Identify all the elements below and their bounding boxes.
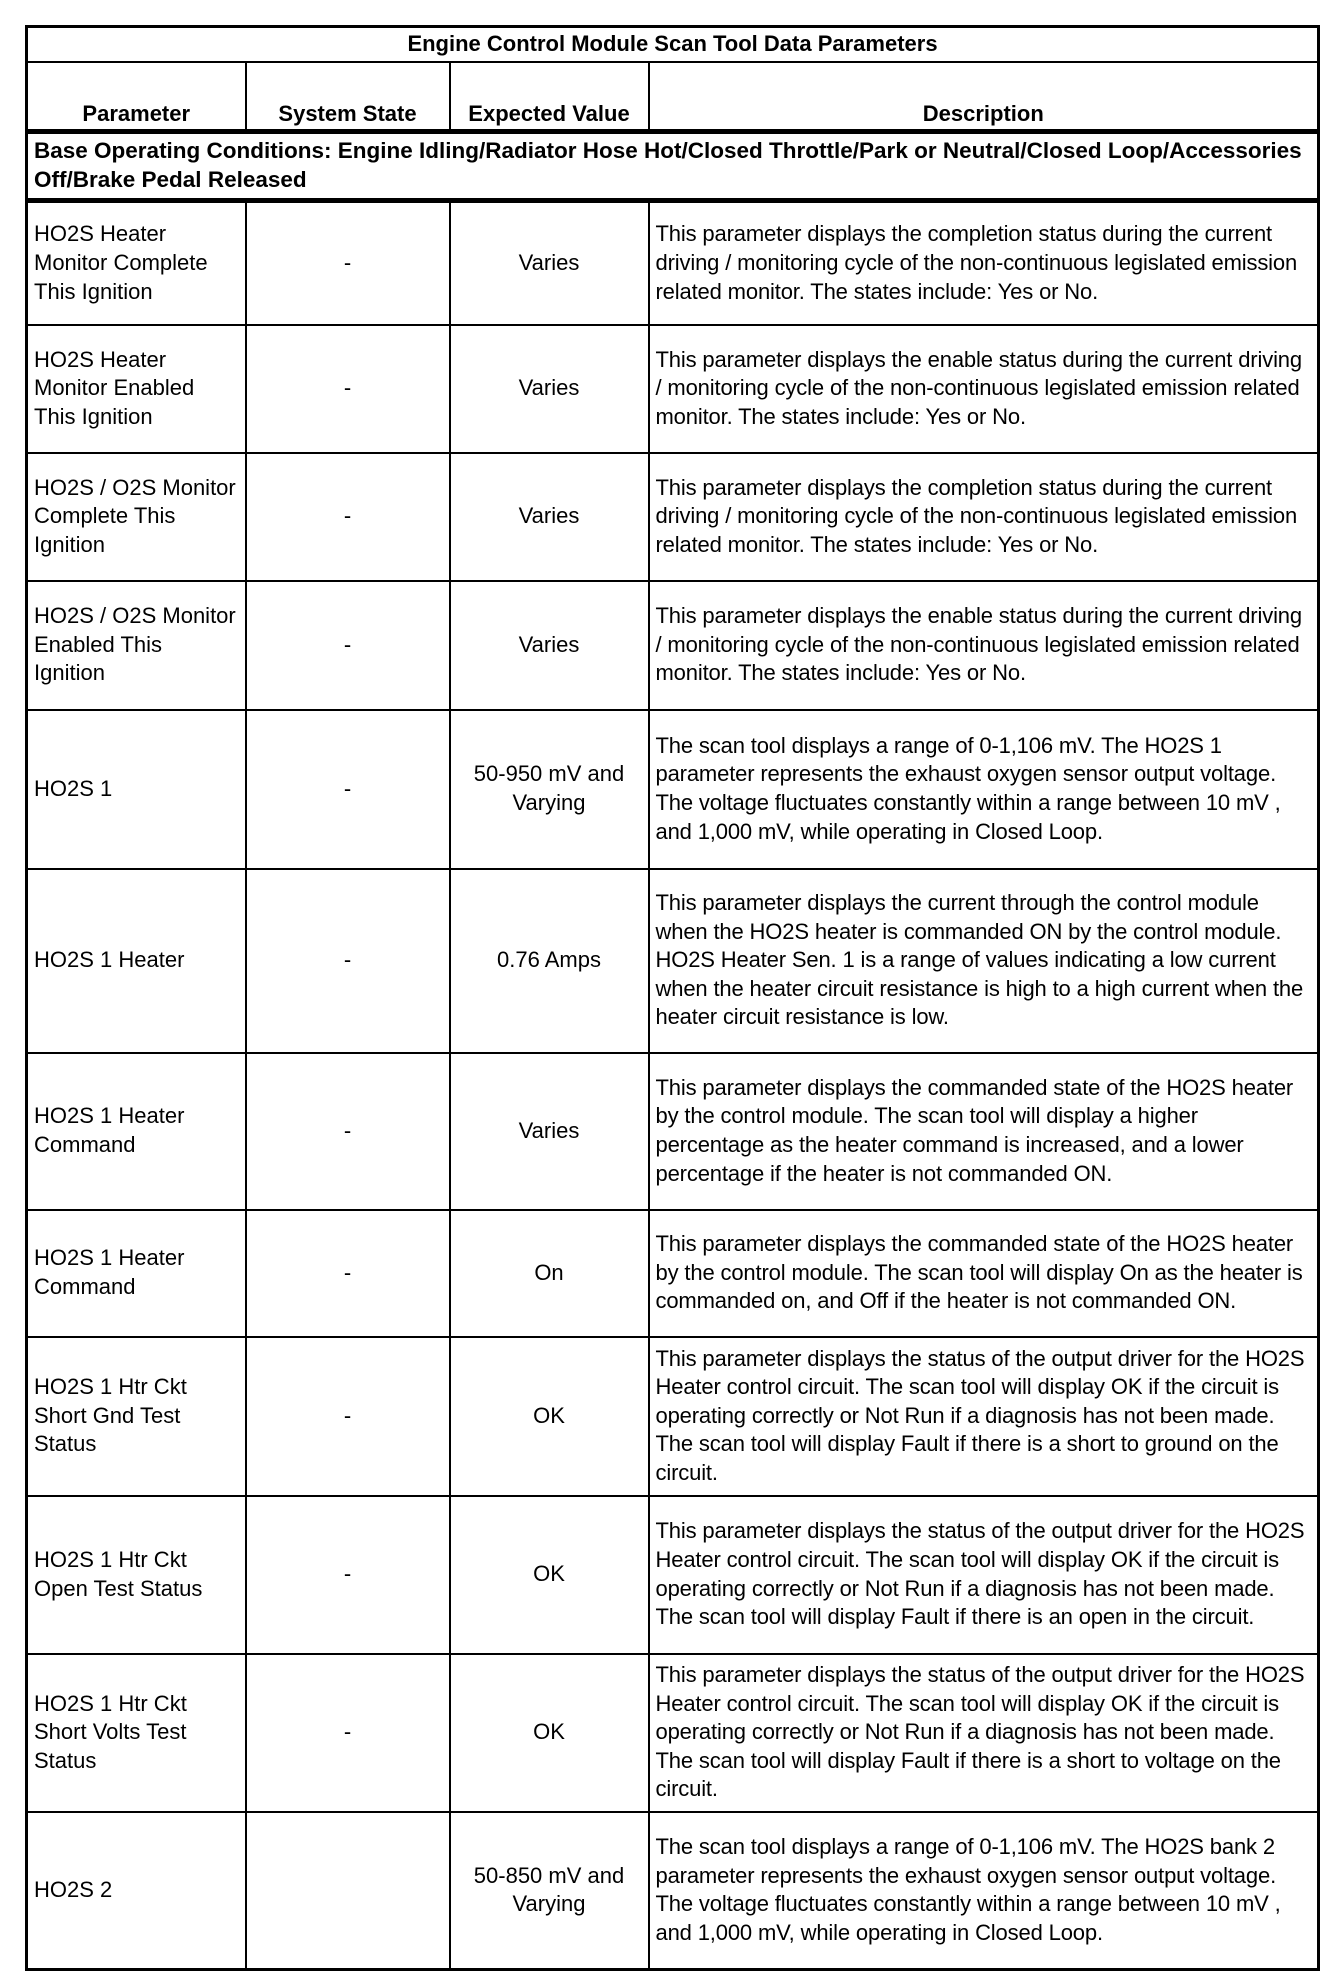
description-cell: The scan tool displays a range of 0-1,106 mV. The HO2S bank 2 parameter represents the exhaust oxygen sensor output voltage. The voltage fluctuates constantly within a range between 10 mV , and 1,000 mV, while operating in Closed Loop. <box>649 1812 1319 1970</box>
description-cell: This parameter displays the commanded state of the HO2S heater by the control module. The scan tool will display On as the heater is commanded on, and Off if the heater is not commanded ON. <box>649 1210 1319 1337</box>
system-state-cell: - <box>246 1210 450 1337</box>
expected-value-cell: Varies <box>450 453 649 581</box>
description-cell: This parameter displays the status of the output driver for the HO2S Heater control circuit. The scan tool will display OK if the circuit is operating correctly or Not Run if a diagnosis has not been made. The scan tool will display Fault if there is a short to voltage on the circuit. <box>649 1654 1319 1812</box>
system-state-cell: - <box>246 325 450 453</box>
system-state-cell: - <box>246 581 450 710</box>
header-parameter: Parameter <box>27 62 246 132</box>
table-row <box>27 1053 1319 1210</box>
description-cell: The scan tool displays a range of 0-1,106 mV. The HO2S 1 parameter represents the exhaust oxygen sensor output voltage. The voltage fluctuates constantly within a range between 10 mV , and 1,000 mV, while operating in Closed Loop. <box>649 710 1319 869</box>
parameter-cell: HO2S 1 Heater <box>27 869 246 1053</box>
description-cell: This parameter displays the current through the control module when the HO2S heater is commanded ON by the control module. HO2S Heater Sen. 1 is a range of values indicating a low current when the heater circuit resistance is high to a high current when the heater circuit resistance is low. <box>649 869 1319 1053</box>
table-row <box>27 1210 1319 1337</box>
parameter-cell: HO2S 1 Heater Command <box>27 1053 246 1210</box>
parameter-cell: HO2S 2 <box>27 1812 246 1970</box>
system-state-cell <box>246 1812 450 1970</box>
parameter-cell: HO2S / O2S Monitor Complete This Ignition <box>27 453 246 581</box>
table-row <box>27 710 1319 869</box>
header-system-state: System State <box>246 62 450 132</box>
parameter-cell: HO2S 1 Htr Ckt Open Test Status <box>27 1496 246 1654</box>
header-description: Description <box>649 62 1319 132</box>
expected-value-cell: OK <box>450 1654 649 1812</box>
base-operating-conditions: Base Operating Conditions: Engine Idling/Radiator Hose Hot/Closed Throttle/Park or Neutral/Closed Loop/Accessories Off/Brake Pedal Released <box>27 132 1319 201</box>
expected-value-cell: Varies <box>450 1053 649 1210</box>
table-row <box>27 325 1319 453</box>
system-state-cell: - <box>246 1053 450 1210</box>
table-row <box>27 1654 1319 1812</box>
parameter-cell: HO2S 1 Htr Ckt Short Gnd Test Status <box>27 1337 246 1496</box>
description-cell: This parameter displays the commanded state of the HO2S heater by the control module. The scan tool will display a higher percentage as the heater command is increased, and a lower percentage if the heater is not commanded ON. <box>649 1053 1319 1210</box>
description-cell: This parameter displays the completion status during the current driving / monitoring cycle of the non-continuous legislated emission related monitor. The states include: Yes or No. <box>649 201 1319 325</box>
parameter-cell: HO2S / O2S Monitor Enabled This Ignition <box>27 581 246 710</box>
system-state-cell: - <box>246 1337 450 1496</box>
description-cell: This parameter displays the status of the output driver for the HO2S Heater control circuit. The scan tool will display OK if the circuit is operating correctly or Not Run if a diagnosis has not been made. The scan tool will display Fault if there is an open in the circuit. <box>649 1496 1319 1654</box>
system-state-cell: - <box>246 453 450 581</box>
table-row <box>27 1812 1319 1970</box>
description-cell: This parameter displays the completion status during the current driving / monitoring cycle of the non-continuous legislated emission related monitor. The states include: Yes or No. <box>649 453 1319 581</box>
table-row <box>27 869 1319 1053</box>
parameter-cell: HO2S Heater Monitor Complete This Ignition <box>27 201 246 325</box>
expected-value-cell: OK <box>450 1337 649 1496</box>
system-state-cell: - <box>246 201 450 325</box>
system-state-cell: - <box>246 710 450 869</box>
description-cell: This parameter displays the status of the output driver for the HO2S Heater control circuit. The scan tool will display OK if the circuit is operating correctly or Not Run if a diagnosis has not been made. The scan tool will display Fault if there is a short to ground on the circuit. <box>649 1337 1319 1496</box>
expected-value-cell: Varies <box>450 325 649 453</box>
table-row <box>27 1496 1319 1654</box>
expected-value-cell: OK <box>450 1496 649 1654</box>
system-state-cell: - <box>246 1496 450 1654</box>
header-expected-value: Expected Value <box>450 62 649 132</box>
system-state-cell: - <box>246 869 450 1053</box>
scan-tool-data-table <box>25 25 1320 1971</box>
parameter-cell: HO2S 1 Htr Ckt Short Volts Test Status <box>27 1654 246 1812</box>
parameter-cell: HO2S 1 <box>27 710 246 869</box>
table-row <box>27 581 1319 710</box>
system-state-cell: - <box>246 1654 450 1812</box>
expected-value-cell: Varies <box>450 581 649 710</box>
table-title: Engine Control Module Scan Tool Data Parameters <box>27 27 1319 63</box>
expected-value-cell: 50-850 mV and Varying <box>450 1812 649 1970</box>
table-row <box>27 201 1319 325</box>
expected-value-cell: On <box>450 1210 649 1337</box>
expected-value-cell: 0.76 Amps <box>450 869 649 1053</box>
expected-value-cell: Varies <box>450 201 649 325</box>
description-cell: This parameter displays the enable status during the current driving / monitoring cycle of the non-continuous legislated emission related monitor. The states include: Yes or No. <box>649 581 1319 710</box>
description-cell: This parameter displays the enable status during the current driving / monitoring cycle of the non-continuous legislated emission related monitor. The states include: Yes or No. <box>649 325 1319 453</box>
parameter-cell: HO2S 1 Heater Command <box>27 1210 246 1337</box>
expected-value-cell: 50-950 mV and Varying <box>450 710 649 869</box>
parameter-cell: HO2S Heater Monitor Enabled This Ignition <box>27 325 246 453</box>
header-row <box>27 62 1319 132</box>
table-row <box>27 453 1319 581</box>
table-row <box>27 1337 1319 1496</box>
